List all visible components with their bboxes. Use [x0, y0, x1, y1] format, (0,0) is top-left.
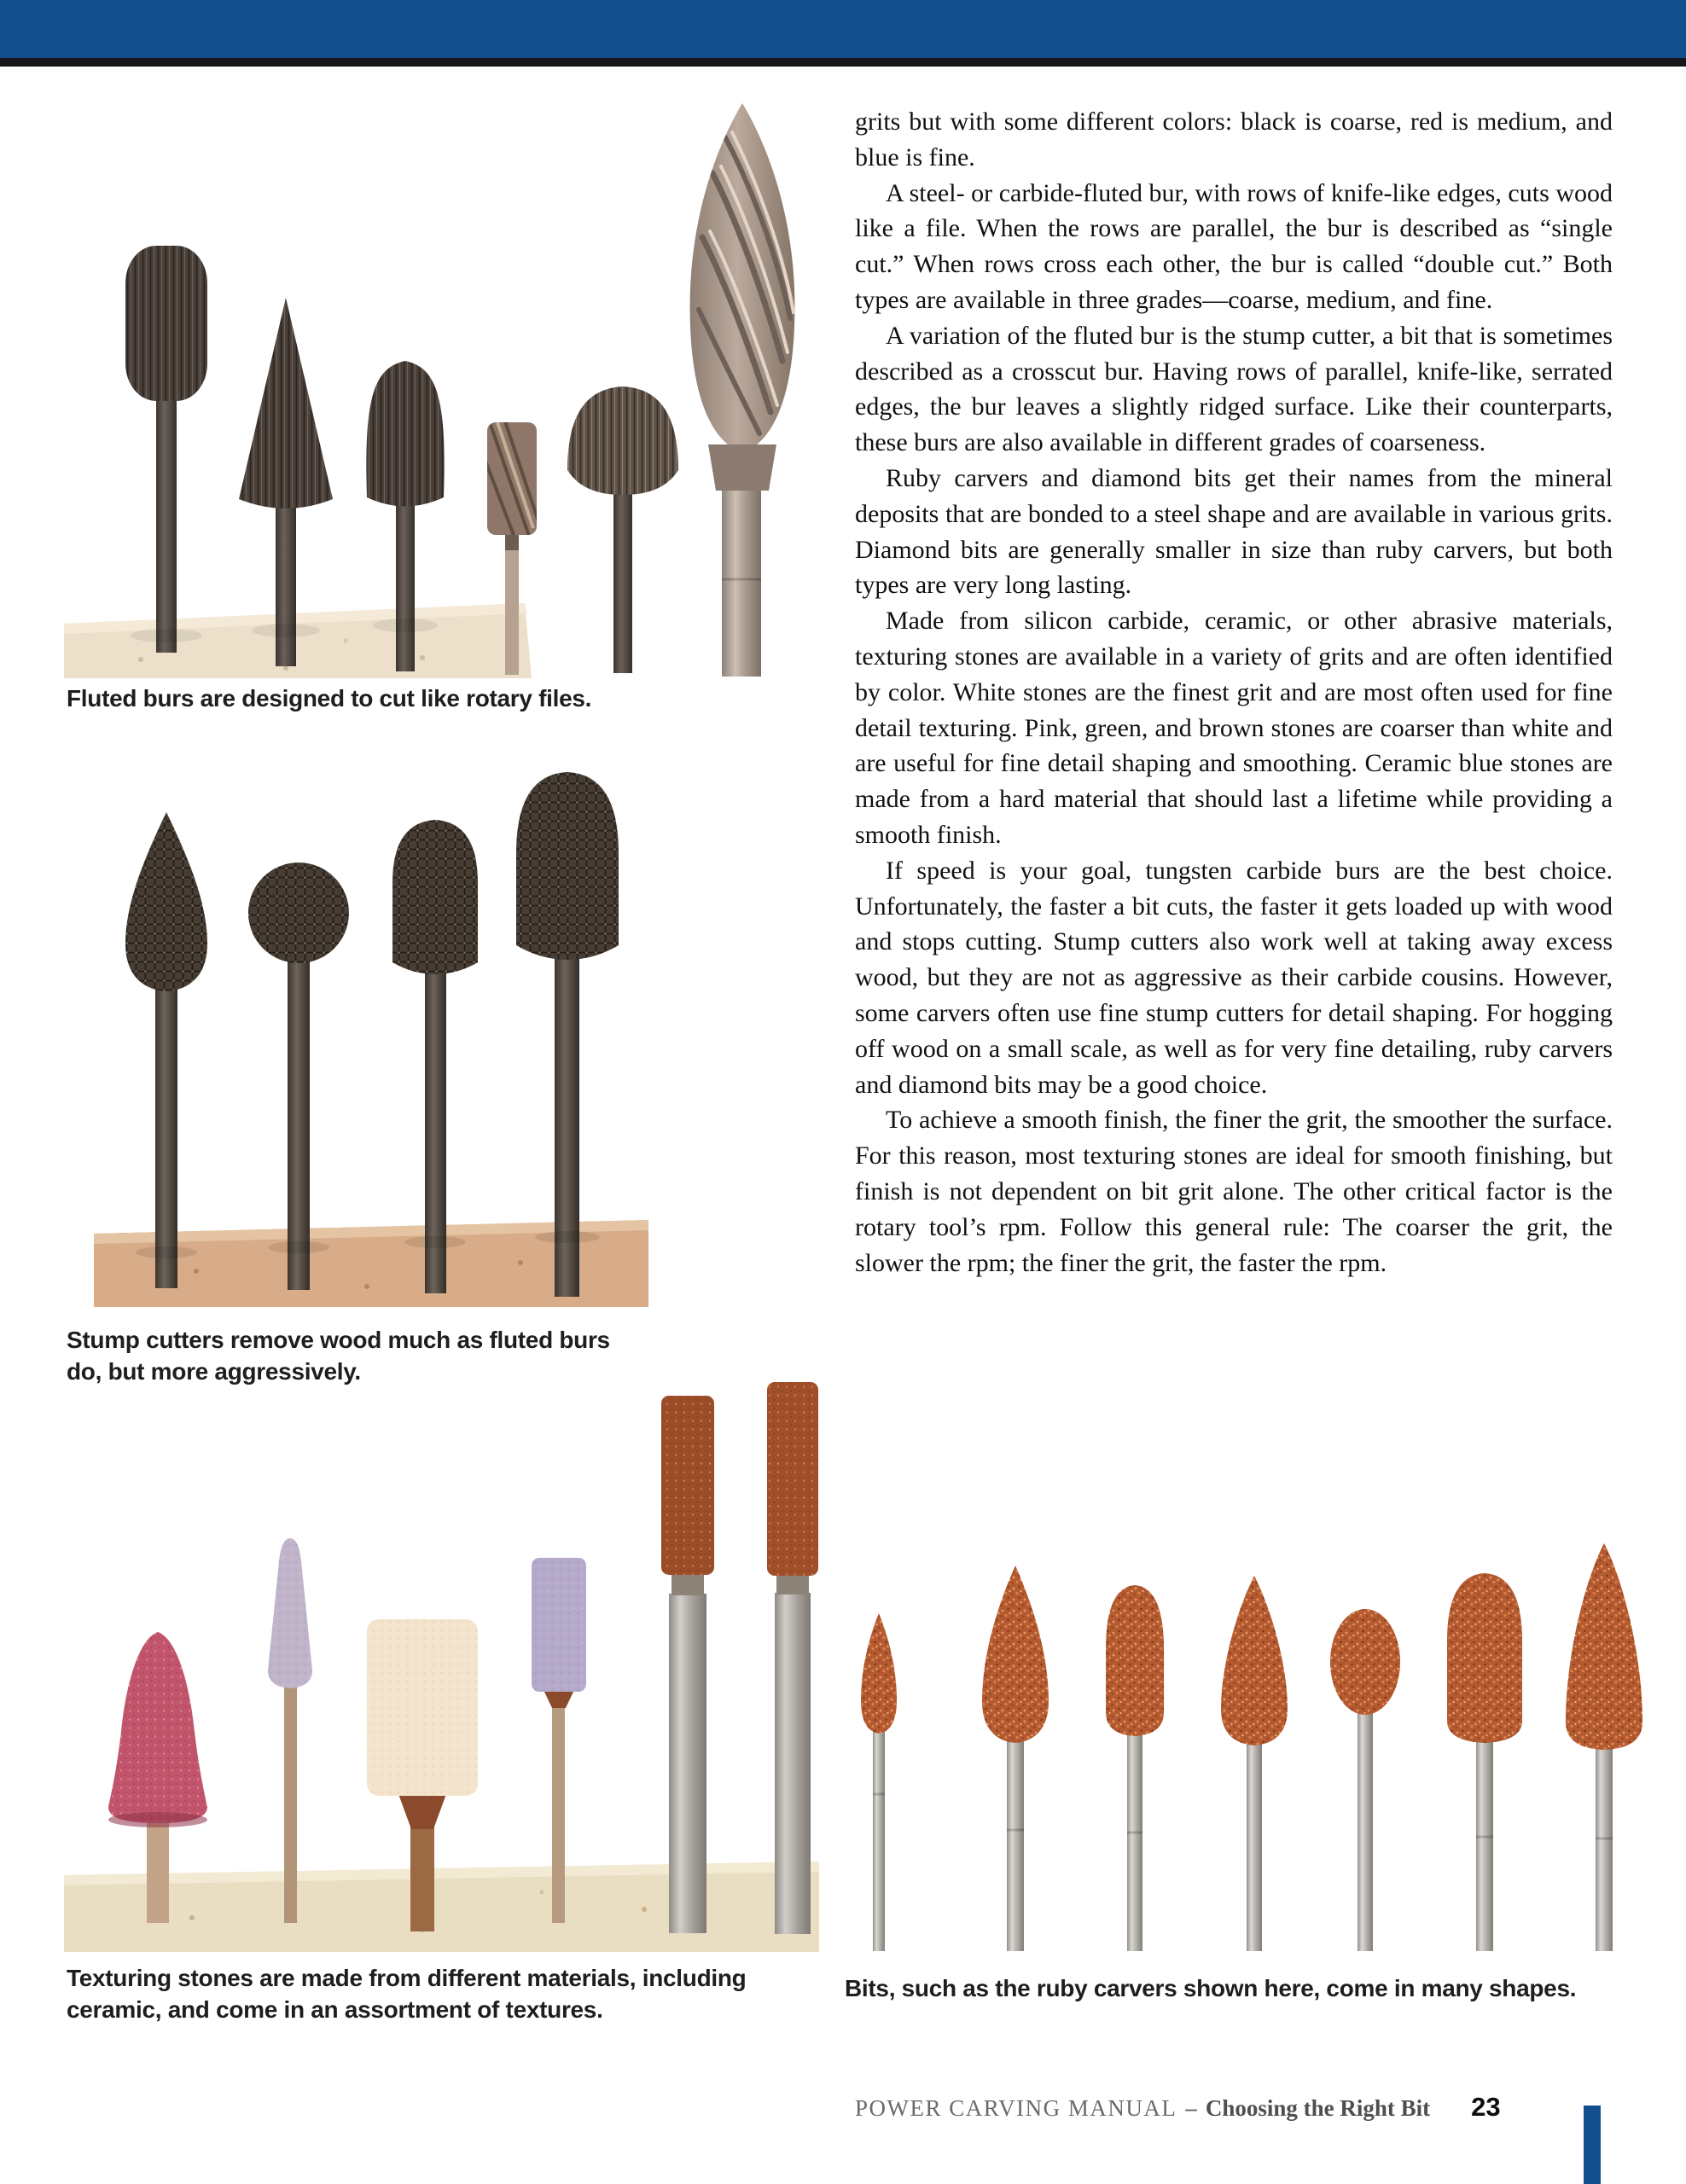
article-text-column	[855, 104, 1613, 1281]
body-paragraph: A variation of the fluted bur is the stump cutter, a bit that is sometimes described as a crosscut bur. Having rows of parallel, knife-like, serrated edges, the bur leaves a slightly ridged surface. Like their counterparts, these burs are also available in different grades of coarseness.	[855, 321, 1613, 457]
stump-cutter-bud	[125, 812, 207, 1288]
ruby-carver-cone-flame	[1221, 1576, 1288, 1951]
ruby-carver-tall-cone	[1566, 1543, 1642, 1951]
footer-blue-bar	[1584, 2106, 1601, 2184]
texturing-stone-rust-cylinder-1	[661, 1396, 714, 1933]
texturing-stone-rust-cylinder-2	[767, 1382, 818, 1934]
texturing-stones-photo	[64, 1363, 819, 1952]
ruby-carver-small-flame	[861, 1613, 897, 1951]
fluted-burs-photo	[64, 71, 815, 678]
ruby-carver-bullet	[1106, 1585, 1164, 1951]
stump-cutter-round-cylinder	[392, 820, 478, 1293]
page-number: 23	[1471, 2092, 1501, 2122]
figure-caption-fluted-burs: Fluted burs are designed to cut like rotary files.	[67, 685, 592, 712]
ruby-carver-dome-cylinder	[1447, 1573, 1522, 1951]
ruby-carver-teardrop	[982, 1565, 1049, 1951]
header-blue-bar	[0, 0, 1686, 58]
footer-chapter-title: Choosing the Right Bit	[1205, 2095, 1431, 2121]
body-paragraph: Ruby carvers and diamond bits get their names from the mineral deposits that are bonded to a steel shape and are available in various grits. Diamond bits are generally smaller in size than ruby carvers, but both types are very long lasting.	[855, 463, 1613, 600]
ruby-carvers-photo	[845, 1530, 1651, 1956]
figure-caption-stump-cutters: Stump cutters remove wood much as fluted burs do, but more aggressively.	[67, 1327, 610, 1385]
body-paragraph: Made from silicon carbide, ceramic, or other abrasive materials, texturing stones are available in a variety of grits and are often identified by color. White stones are the finest grit and are most often used for fine detail texturing. Pink, green, and brown stones are coarser than white and are useful for fine detail shaping and smoothing. Ceramic blue stones are made from a hard material that should last a lifetime while providing a smooth finish.	[855, 607, 1613, 849]
footer-book-title: POWER CARVING MANUAL	[855, 2095, 1177, 2121]
fluted-bur-cylinder	[125, 246, 207, 653]
stump-cutter-barrel	[516, 772, 619, 1297]
header-black-strip	[0, 58, 1686, 67]
wooden-base	[64, 603, 532, 678]
texturing-stone-white-taper	[268, 1538, 312, 1923]
stump-cutters-photo	[94, 751, 648, 1307]
footer-separator: –	[1185, 2095, 1197, 2121]
body-paragraph: If speed is your goal, tungsten carbide burs are the best choice. Unfortunately, the faster a bit cuts, the faster it gets loaded up with wood and stops cutting. Stump cutters also work well at taking away excess wood, but they are not as aggressive as their carbide cousins. However, some carvers often use fine stump cutters for detail shaping. For hogging off wood on a small scale, as well as for very fine detailing, ruby carvers and diamond bits may be a good choice.	[855, 856, 1613, 1099]
figure-caption-ruby-carvers: Bits, such as the ruby carvers shown here, come in many shapes.	[845, 1975, 1577, 2001]
fluted-bur-cone	[239, 298, 333, 666]
body-paragraph: A steel- or carbide-fluted bur, with rows of knife-like edges, cuts wood like a file. When the rows are parallel, the bur is described as “single cut.” When rows cross each other, the bur is called “double cut.” Both types are available in three grades—coarse, medium, and fine.	[855, 178, 1613, 314]
body-paragraph: To achieve a smooth finish, the finer the grit, the smoother the surface. For this reason, most texturing stones are ideal for smooth finishing, but finish is not dependent on bit grit alone. The other critical factor is the rotary tool’s rpm. Follow this general rule: The coarser the grit, the slower the rpm; the finer the grit, the faster the rpm.	[855, 1106, 1613, 1277]
stump-cutter-ball	[248, 863, 349, 1290]
body-paragraph: grits but with some different colors: black is coarse, red is medium, and blue is fine.	[855, 107, 1613, 171]
ruby-carver-egg	[1330, 1609, 1400, 1951]
page-footer	[855, 2092, 1572, 2123]
figure-caption-texturing-stones: Texturing stones are made from different materials, including ceramic, and come in an assortment of textures.	[67, 1965, 747, 2023]
fluted-bur-wheel	[567, 386, 678, 673]
fluted-bur-flame	[690, 103, 795, 677]
